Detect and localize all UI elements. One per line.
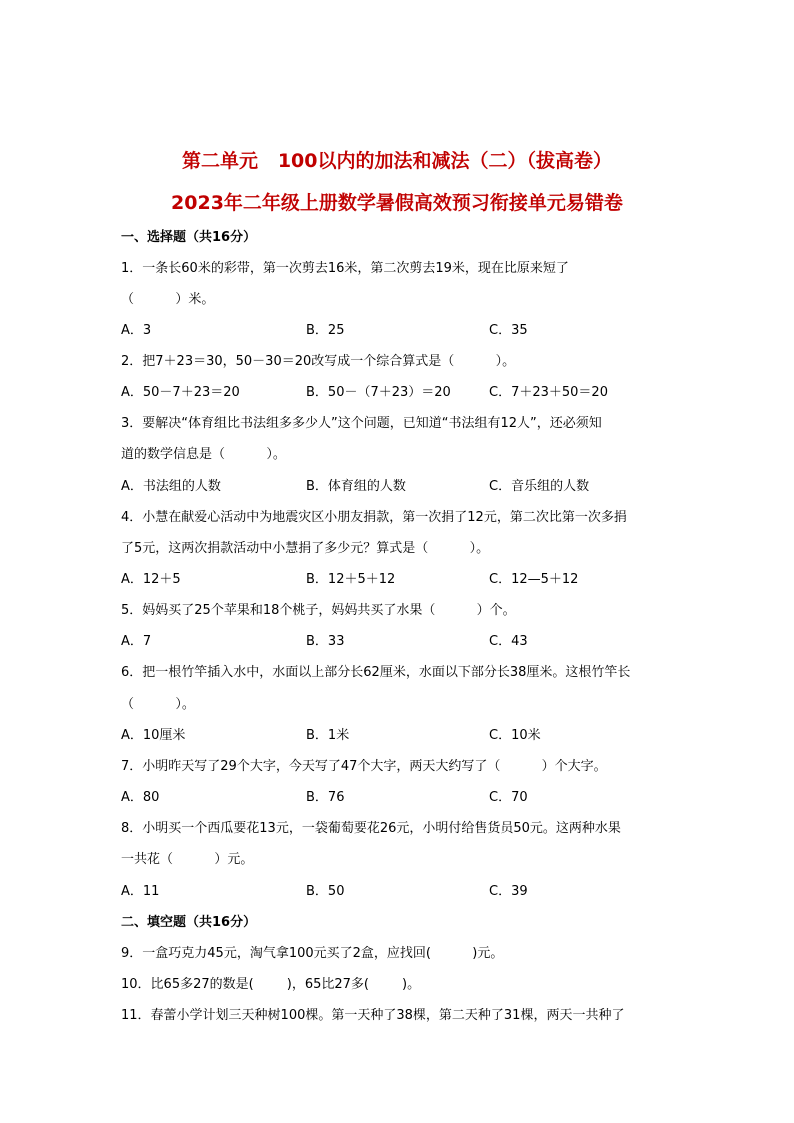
q2-text: 2．把7＋23＝30，50－30＝20改写成一个综合算式是（ ）。 bbox=[121, 354, 516, 369]
q1-text: 1．一条长60米的彩带，第一次剪去16米，第二次剪去19米，现在比原来短了 bbox=[121, 261, 569, 276]
q8-option-a: A．11 bbox=[121, 884, 160, 899]
q1-text-cont: （ ）米。 bbox=[121, 292, 215, 307]
section-fill-heading: 二、填空题（共16分） bbox=[121, 915, 257, 930]
q5-option-c: C．43 bbox=[489, 634, 528, 649]
q6-option-b: B．1米 bbox=[306, 728, 350, 743]
q7-option-a: A．80 bbox=[121, 790, 160, 805]
q1-option-a: A．3 bbox=[121, 323, 152, 338]
q2-option-a: A．50－7＋23＝20 bbox=[121, 385, 240, 400]
q5-option-b: B．33 bbox=[306, 634, 345, 649]
q9-text: 9．一盒巧克力45元，淘气拿100元买了2盒，应找回( )元。 bbox=[121, 946, 504, 961]
q7-option-c: C．70 bbox=[489, 790, 528, 805]
q4-text-cont: 了5元，这两次捐款活动中小慧捐了多少元？算式是（ ）。 bbox=[121, 541, 490, 556]
q11-text: 11．春蕾小学计划三天种树100棵。第一天种了38棵，第二天种了31棵，两天一共种了 bbox=[121, 1008, 625, 1023]
q8-option-b: B．50 bbox=[306, 884, 345, 899]
q4-text: 4．小慧在献爱心活动中为地震灾区小朋友捐款，第一次捐了12元，第二次比第一次多捐 bbox=[121, 510, 627, 525]
q2-option-c: C．7＋23＋50＝20 bbox=[489, 385, 608, 400]
q6-text-cont: （ ）。 bbox=[121, 697, 195, 712]
q4-option-a: A．12＋5 bbox=[121, 572, 181, 587]
q4-option-b: B．12＋5＋12 bbox=[306, 572, 396, 587]
q6-text: 6．把一根竹竿插入水中，水面以上部分长62厘米，水面以下部分长38厘米。这根竹竿长 bbox=[121, 665, 631, 680]
q6-option-a: A．10厘米 bbox=[121, 728, 186, 743]
q8-text: 8．小明买一个西瓜要花13元，一袋葡萄要花26元，小明付给售货员50元。这两种水果 bbox=[121, 821, 621, 836]
q3-option-b: B．体育组的人数 bbox=[306, 479, 406, 494]
q2-option-b: B．50－（7＋23）＝20 bbox=[306, 385, 451, 400]
q5-option-a: A．7 bbox=[121, 634, 152, 649]
q4-option-c: C．12—5＋12 bbox=[489, 572, 579, 587]
title-line-1: 第二单元 100以内的加法和减法（二）（拔高卷） bbox=[181, 150, 612, 172]
q10-text: 10．比65多27的数是( )，65比27多( )。 bbox=[121, 977, 421, 992]
q3-text-cont: 道的数学信息是（ ）。 bbox=[121, 447, 286, 462]
q3-option-a: A．书法组的人数 bbox=[121, 479, 221, 494]
q3-text: 3．要解决“体育组比书法组多多少人”这个问题，已知道“书法组有12人”，还必须知 bbox=[121, 416, 602, 431]
q5-text: 5．妈妈买了25个苹果和18个桃子，妈妈共买了水果（ ）个。 bbox=[121, 603, 516, 618]
title-line-2: 2023年二年级上册数学暑假高效预习衔接单元易错卷 bbox=[171, 192, 623, 214]
q8-text-cont: 一共花（ ）元。 bbox=[121, 852, 254, 867]
section-choice-heading: 一、选择题（共16分） bbox=[121, 230, 257, 245]
q1-option-c: C．35 bbox=[489, 323, 528, 338]
q7-option-b: B．76 bbox=[306, 790, 345, 805]
q6-option-c: C．10米 bbox=[489, 728, 541, 743]
q7-text: 7．小明昨天写了29个大字，今天写了47个大字，两天大约写了（ ）个大字。 bbox=[121, 759, 607, 774]
q3-option-c: C．音乐组的人数 bbox=[489, 479, 590, 494]
q8-option-c: C．39 bbox=[489, 884, 528, 899]
q1-option-b: B．25 bbox=[306, 323, 345, 338]
